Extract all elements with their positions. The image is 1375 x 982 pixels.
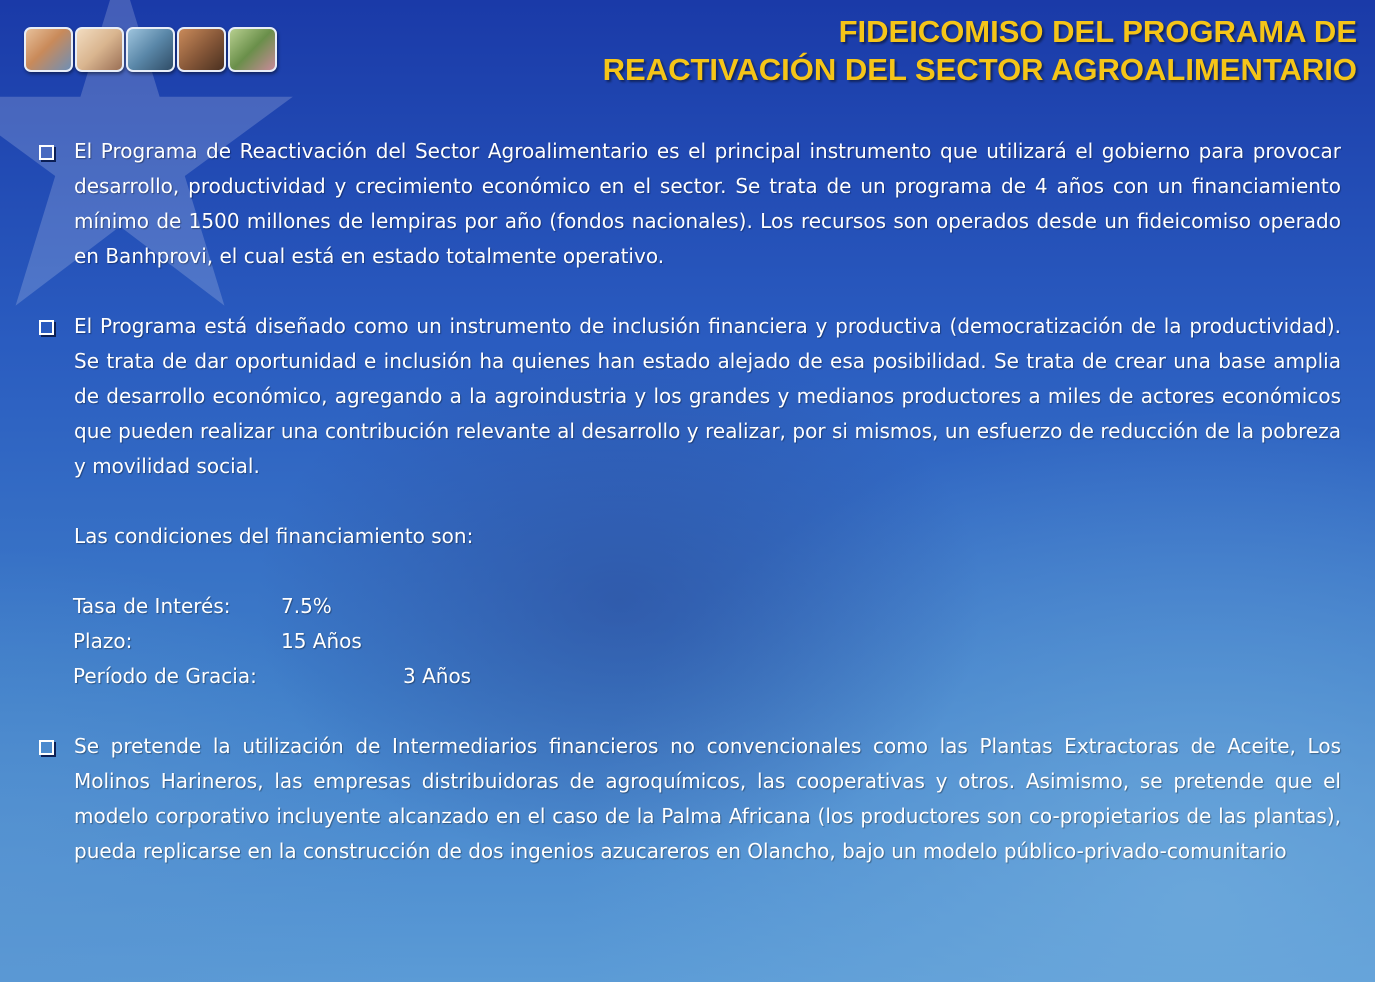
checkbox-bullet-icon (36, 729, 74, 764)
bullet-paragraph-2 (36, 309, 1341, 484)
conditions-intro: Las condiciones del financiamiento son: (74, 524, 474, 548)
bullet-paragraph-3 (36, 729, 1341, 869)
paragraph-text: Se pretende la utilización de Intermediarios financieros no convencionales como las Plantas Extractoras de Aceite, Los Molinos Harineros, las empresas distribuidoras de agroquímicos, las cooperativas y otros. Asimismo, se pretende que el modelo corporativo incluyente alcanzado en el caso de la Palma Africana (los productores son co-propietarios de las plantas), pueda replicarse en la construcción de dos ingenios azucareros en Olancho, bajo un modelo público-privado-comunitario (74, 734, 1341, 863)
checkbox-bullet-icon (36, 309, 74, 344)
photo-people-icon (24, 27, 73, 72)
condition-value: 7.5% (281, 594, 332, 618)
condition-value: 3 Años (403, 664, 472, 688)
bullet-paragraph-1 (36, 134, 1341, 274)
photo-farm-icon (228, 27, 277, 72)
slide-content (36, 134, 1341, 869)
photo-strip (24, 27, 277, 72)
condition-row-grace (36, 659, 1341, 694)
condition-label: Tasa de Interés: (73, 594, 231, 618)
title-line-1: FIDEICOMISO DEL PROGRAMA DE (838, 14, 1357, 49)
photo-market-icon (177, 27, 226, 72)
condition-label: Período de Gracia: (73, 664, 257, 688)
paragraph-text: El Programa está diseñado como un instrumento de inclusión financiera y productiva (democratización de la productividad). Se trata de dar oportunidad e inclusión ha quienes han estado alejado de esa posibilidad. Se trata de crear una base amplia de desarrollo económico, agregando a la agroindustria y los grandes y medianos productores a miles de actores económicos que pueden realizar una contribución relevante al desarrollo y realizar, por si mismos, un esfuerzo de reducción de la pobreza y movilidad social. (74, 314, 1341, 478)
photo-worker-icon (126, 27, 175, 72)
paragraph-text: El Programa de Reactivación del Sector Agroalimentario es el principal instrumento que utilizará el gobierno para provocar desarrollo, productividad y crecimiento económico en el sector. Se trata de un programa de 4 años con un financiamiento mínimo de 1500 millones de lempiras por año (fondos nacionales). Los recursos son operados desde un fideicomiso operado en Banhprovi, el cual está en estado totalmente operativo. (74, 139, 1341, 268)
photo-children-icon (75, 27, 124, 72)
page-title (603, 13, 1357, 89)
checkbox-bullet-icon (36, 134, 74, 169)
condition-row-interest (36, 589, 1341, 624)
condition-label: Plazo: (73, 629, 133, 653)
title-line-2: REACTIVACIÓN DEL SECTOR AGROALIMENTARIO (602, 52, 1357, 87)
condition-value: 15 Años (281, 629, 362, 653)
condition-row-term (36, 624, 1341, 659)
